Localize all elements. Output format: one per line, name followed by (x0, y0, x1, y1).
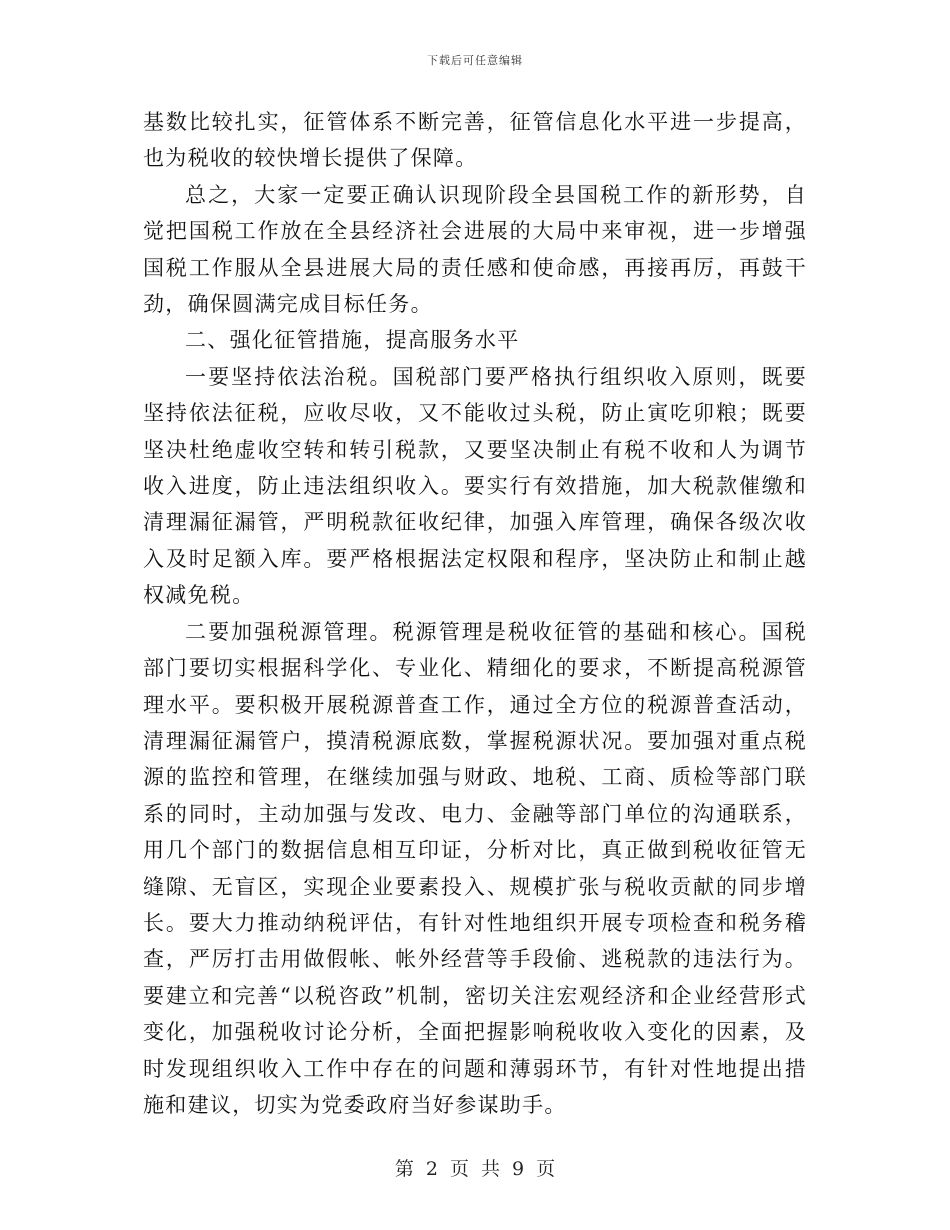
document-body (143, 104, 807, 1123)
body-paragraph: 基数比较扎实，征管体系不断完善，征管信息化水平进一步提高，也为税收的较快增长提供了保障。 (143, 110, 807, 171)
page-header: 下载后可任意编辑 (427, 54, 523, 67)
body-paragraph: 一要坚持依法治税。国税部门要严格执行组织收入原则，既要坚持依法征税，应收尽收，又不能收过头税，防止寅吃卯粮；既要坚决杜绝虚收空转和转引税款，又要坚决制止有税不收和人为调节收入进度，防止违法组织收入。要实行有效措施，加大税款催缴和清理漏征漏管，严明税款征收纪律，加强入库管理，确保各级次收入及时足额入库。要严格根据法定权限和程序，坚决防止和制止越权减免税。 (143, 364, 807, 608)
section-heading: 二、强化征管措施，提高服务水平 (185, 328, 520, 353)
body-paragraph: 二要加强税源管理。税源管理是税收征管的基础和核心。国税部门要切实根据科学化、专业化、精细化的要求，不断提高税源管理水平。要积极开展税源普查工作，通过全方位的税源普查活动，清理漏征漏管户，摸清税源底数，掌握税源状况。要加强对重点税源的监控和管理，在继续加强与财政、地税、工商、质检等部门联系的同时，主动加强与发改、电力、金融等部门单位的沟通联系，用几个部门的数据信息相互印证，分析对比，真正做到税收征管无缝隙、无盲区，实现企业要素投入、规模扩张与税收贡献的同步增长。要大力推动纳税评估，有针对性地组织开展专项检查和税务稽查，严厉打击用做假帐、帐外经营等手段偷、逃税款的违法行为。要建立和完善“以税咨政”机制，密切关注宏观经济和企业经营形式变化，加强税收讨论分析，全面把握影响税收收入变化的因素，及时发现组织收入工作中存在的问题和薄弱环节，有针对性地提出措施和建议，切实为党委政府当好参谋助手。 (143, 619, 807, 1117)
page-number-footer: 第 2 页 共 9 页 (394, 1158, 556, 1180)
body-paragraph: 总之，大家一定要正确认识现阶段全县国税工作的新形势，自觉把国税工作放在全县经济社会进展的大局中来审视，进一步增强国税工作服从全县进展大局的责任感和使命感，再接再厉，再鼓干劲，确保圆满完成目标任务。 (143, 182, 807, 317)
